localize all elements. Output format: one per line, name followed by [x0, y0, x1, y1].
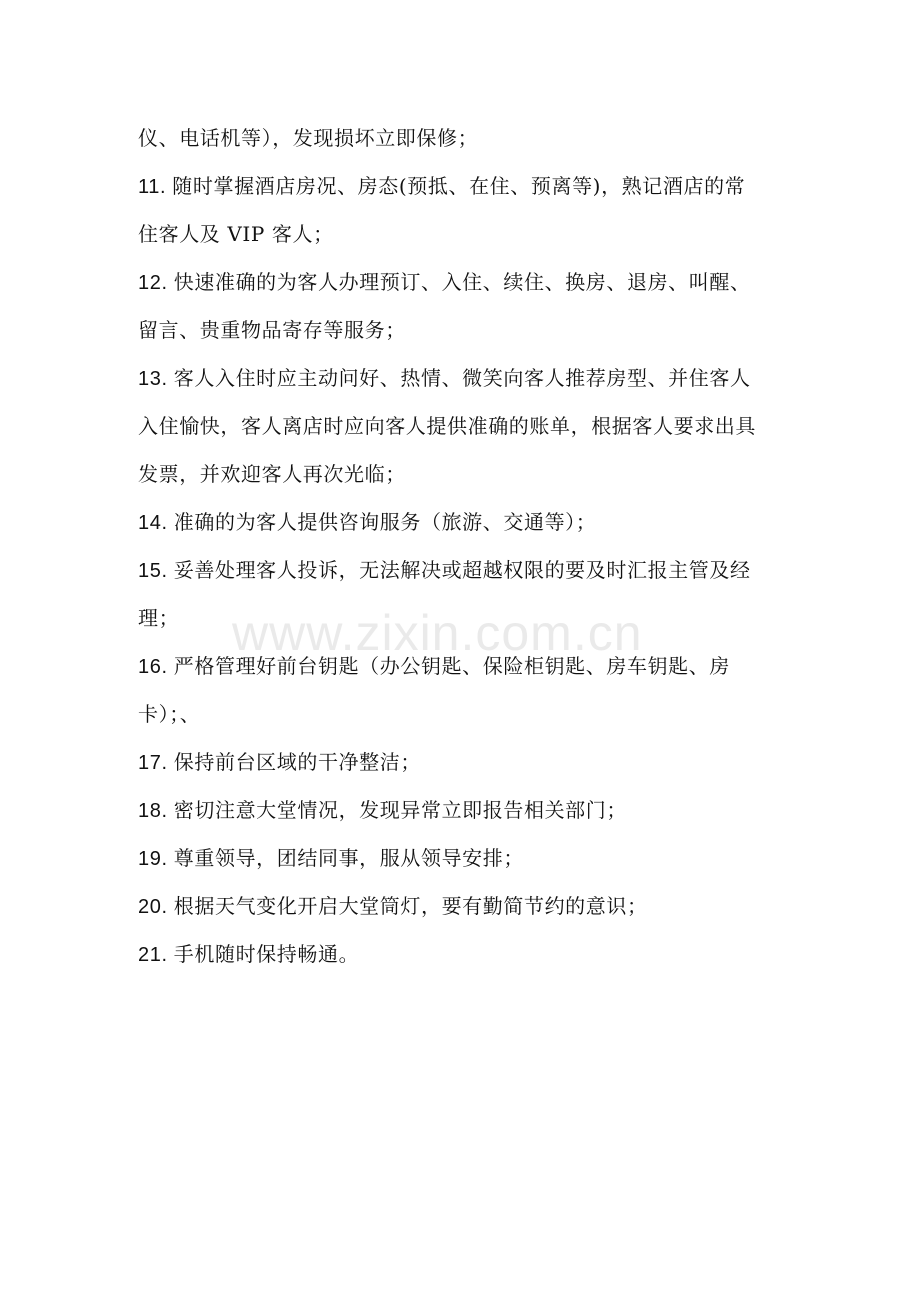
item-text: 尊重领导，团结同事，服从领导安排；: [173, 846, 524, 870]
text-line: [138, 690, 788, 738]
text-line: [138, 498, 788, 546]
item-number: 11.: [138, 176, 173, 198]
item-text: 仪、电话机等），发现损坏立即保修；: [138, 126, 479, 150]
item-number: 12.: [138, 272, 174, 294]
text-line: [138, 402, 788, 450]
item-number: 16.: [138, 656, 174, 678]
text-line: [138, 162, 788, 210]
item-text: 住客人及 VIP 客人；: [138, 222, 334, 246]
item-text: 随时掌握酒店房况、房态(预抵、在住、预离等)，熟记酒店的常: [172, 174, 746, 198]
item-text: 卡）；、: [138, 702, 201, 726]
text-line: [138, 882, 788, 930]
text-line: [138, 738, 788, 786]
item-text: 客人入住时应主动问好、热情、微笑向客人推荐房型、并住客人: [173, 366, 751, 390]
item-number: 21.: [138, 944, 174, 966]
text-line: [138, 930, 788, 978]
text-line: [138, 354, 788, 402]
item-text: 根据天气变化开启大堂筒灯，要有勤简节约的意识；: [173, 894, 648, 918]
item-number: 13.: [138, 368, 174, 390]
text-line: [138, 546, 788, 594]
item-text: 快速准确的为客人办理预订、入住、续住、换房、退房、叫醒、: [173, 270, 751, 294]
item-number: 15.: [138, 560, 174, 582]
item-text: 手机随时保持畅通。: [173, 942, 360, 966]
item-text: 入住愉快，客人离店时应向客人提供准确的账单，根据客人要求出具: [138, 414, 756, 438]
item-text: 发票，并欢迎客人再次光临；: [138, 462, 406, 486]
item-text: 留言、贵重物品寄存等服务；: [138, 318, 406, 342]
text-line: [138, 306, 788, 354]
text-line: [138, 450, 788, 498]
text-line: [138, 834, 788, 882]
item-number: 19.: [138, 848, 174, 870]
watermark: www.zixin.com.cn: [232, 605, 643, 661]
text-line: [138, 114, 788, 162]
item-text: 严格管理好前台钥匙（办公钥匙、保险柜钥匙、房车钥匙、房: [173, 654, 730, 678]
document-body: [138, 114, 788, 978]
text-line: [138, 210, 788, 258]
item-text: 保持前台区域的干净整洁；: [173, 750, 421, 774]
item-number: 20.: [138, 896, 174, 918]
item-text: 密切注意大堂情况，发现异常立即报告相关部门；: [173, 798, 627, 822]
text-line: [138, 786, 788, 834]
item-number: 17.: [138, 752, 174, 774]
item-text: 准确的为客人提供咨询服务（旅游、交通等）；: [173, 510, 597, 534]
item-text: 妥善处理客人投诉，无法解决或超越权限的要及时汇报主管及经: [173, 558, 751, 582]
item-text: 理；: [138, 606, 180, 630]
item-number: 18.: [138, 800, 174, 822]
text-line: [138, 258, 788, 306]
item-number: 14.: [138, 512, 174, 534]
